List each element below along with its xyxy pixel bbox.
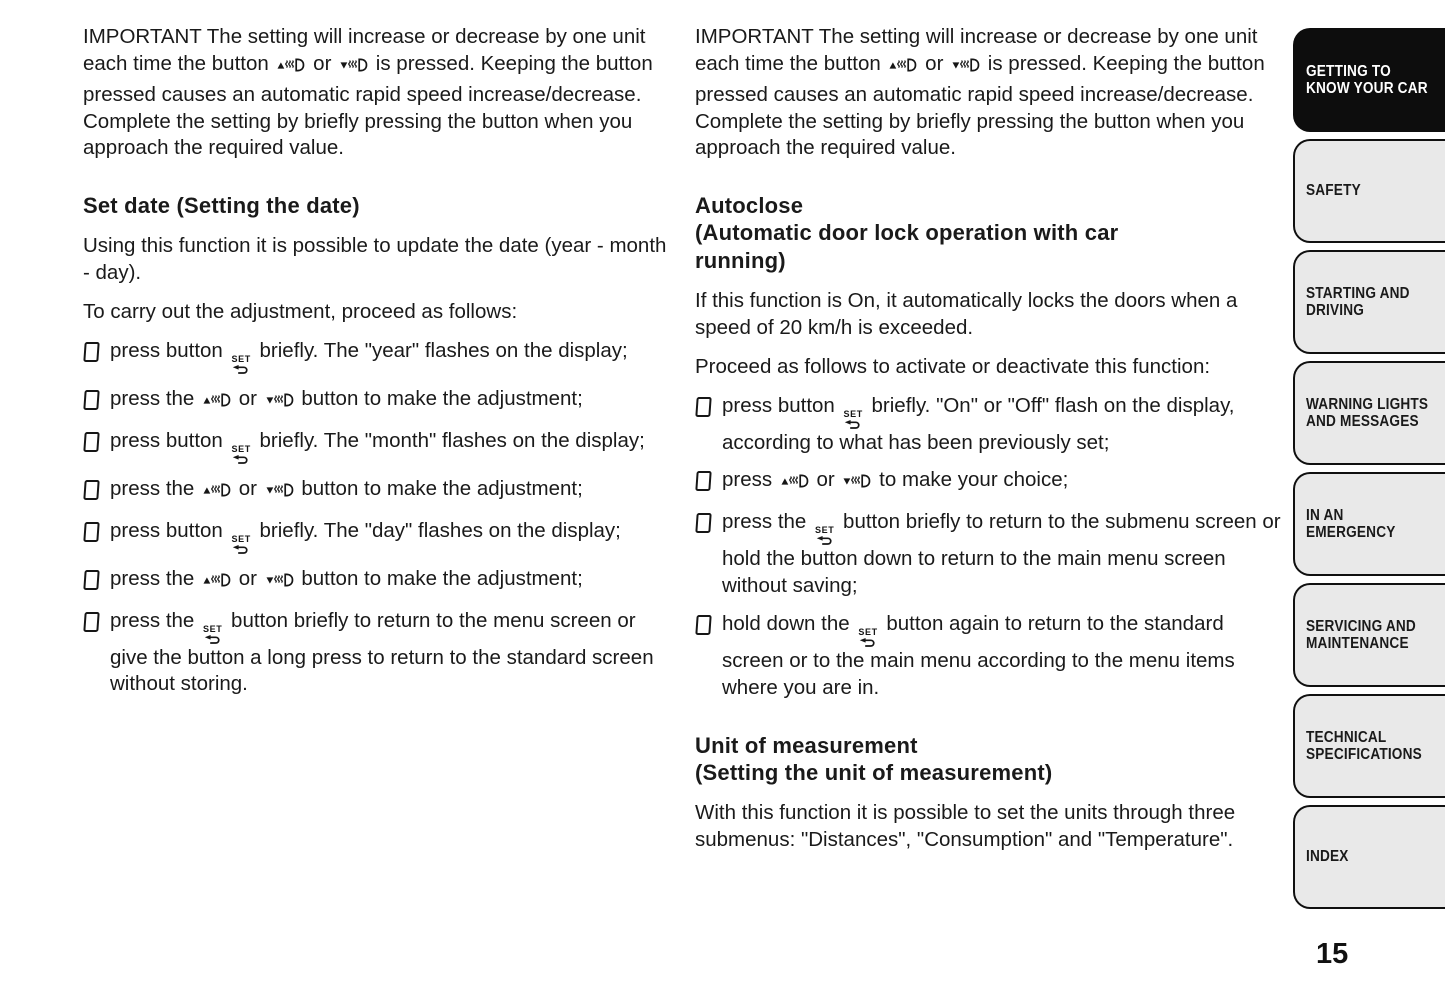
instruction-bullet — [695, 509, 1283, 600]
down-arrow-headlight-icon — [842, 471, 871, 498]
instruction-bullet — [83, 386, 669, 417]
set-button-label: SET — [858, 626, 878, 637]
tab-safety[interactable] — [1293, 139, 1445, 243]
instruction-bullet — [83, 566, 669, 597]
left-column — [83, 24, 669, 709]
set-button-label: SET — [231, 533, 251, 544]
tab-label: GETTING TO KNOW YOUR CAR — [1306, 62, 1428, 97]
paragraph: IMPORTANT The setting will increase or decrease by one unit each time the button or is pressed. Keeping the button pressed causes an automatic rapid speed increase/decrease. Complete the setting by briefly pressing the button when you approach the required value. — [83, 25, 653, 160]
set-button-icon — [232, 355, 251, 375]
square-bullet-icon — [83, 522, 99, 542]
set-button-label: SET — [231, 354, 251, 365]
tab-label: WARNING LIGHTS AND MESSAGES — [1306, 395, 1429, 430]
paragraph: IMPORTANT The setting will increase or decrease by one unit each time the button or is pressed. Keeping the button pressed causes an automatic rapid speed increase/decrease. Complete the setting by briefly pressing the button when you approach the required value. — [695, 25, 1265, 160]
bullet-text: press the or button to make the adjustment; — [110, 566, 669, 597]
paragraph: If this function is On, it automatically locks the doors when a speed of 20 km/h is exceeded. — [695, 289, 1238, 339]
square-bullet-icon — [83, 432, 99, 452]
square-bullet-icon — [83, 342, 99, 362]
bullet-text: press or to make your choice; — [722, 467, 1283, 498]
up-arrow-headlight-icon — [202, 390, 231, 417]
chapter-tab-list — [1293, 28, 1445, 916]
square-bullet-icon — [695, 615, 711, 635]
set-button-icon — [844, 410, 863, 430]
set-button-label: SET — [231, 443, 251, 454]
right-column — [695, 24, 1283, 866]
tab-warning-lights-and-messages[interactable] — [1293, 361, 1445, 465]
tab-label: SERVICING AND MAINTENANCE — [1306, 617, 1416, 652]
tab-index[interactable] — [1293, 805, 1445, 909]
set-button-icon — [815, 526, 834, 546]
tab-technical-specifications[interactable] — [1293, 694, 1445, 798]
paragraph: With this function it is possible to set the units through three submenus: "Distances", "Consumption" and "Temperature". — [695, 801, 1236, 851]
tab-in-an-emergency[interactable] — [1293, 472, 1445, 576]
bullet-text: press button SET briefly. The "day" flashes on the display; — [110, 518, 669, 555]
paragraph: Proceed as follows to activate or deactivate this function: — [695, 354, 1211, 378]
up-arrow-headlight-icon — [888, 55, 917, 82]
page-number: 15 — [1316, 938, 1349, 970]
tab-getting-to-know-your-car[interactable] — [1293, 28, 1445, 132]
tab-starting-and-driving[interactable] — [1293, 250, 1445, 354]
down-arrow-headlight-icon — [265, 390, 294, 417]
square-bullet-icon — [83, 480, 99, 500]
square-bullet-icon — [83, 570, 99, 590]
up-arrow-headlight-icon — [202, 570, 231, 597]
set-button-icon — [203, 625, 222, 645]
bullet-text: press the SET button briefly to return to the menu screen or give the button a long press to return to the standard screen without storing. — [110, 608, 654, 696]
bullet-text: press the SET button briefly to return to the submenu screen or hold the button down to return to the main menu screen without saving; — [722, 510, 1281, 598]
down-arrow-headlight-icon — [951, 55, 980, 82]
square-bullet-icon — [83, 612, 99, 632]
down-arrow-headlight-icon — [265, 570, 294, 597]
down-arrow-headlight-icon — [265, 480, 294, 507]
bullet-text: press the or button to make the adjustment; — [110, 386, 669, 417]
square-bullet-icon — [695, 397, 711, 417]
instruction-bullet — [695, 393, 1283, 457]
down-arrow-headlight-icon — [339, 55, 368, 82]
square-bullet-icon — [83, 390, 99, 410]
instruction-bullet — [83, 476, 669, 507]
instruction-bullet — [83, 518, 669, 555]
square-bullet-icon — [695, 513, 711, 533]
paragraph: Using this function it is possible to update the date (year - month - day). — [83, 234, 667, 285]
set-button-icon — [858, 628, 877, 648]
paragraph: To carry out the adjustment, proceed as follows: — [83, 300, 518, 324]
bullet-text: press button SET briefly. The "month" flashes on the display; — [110, 428, 669, 465]
set-button-label: SET — [815, 525, 835, 536]
tab-servicing-and-maintenance[interactable] — [1293, 583, 1445, 687]
set-button-label: SET — [203, 623, 223, 634]
instruction-bullet — [83, 608, 669, 699]
instruction-bullet — [83, 428, 669, 465]
set-button-label: SET — [843, 408, 863, 419]
section-heading: Autoclose (Automatic door lock operation with car running) — [695, 193, 1119, 273]
bullet-text: press button SET briefly. "On" or "Off" flash on the display, according to what has been previously set; — [722, 393, 1235, 454]
tab-label: STARTING AND DRIVING — [1306, 284, 1410, 319]
instruction-bullet — [695, 467, 1283, 498]
instruction-bullet — [83, 338, 669, 375]
tab-label: IN AN EMERGENCY — [1306, 506, 1396, 541]
up-arrow-headlight-icon — [780, 471, 809, 498]
up-arrow-headlight-icon — [202, 480, 231, 507]
tab-label: SAFETY — [1306, 182, 1361, 200]
set-button-icon — [232, 535, 251, 555]
bullet-text: press the or button to make the adjustment; — [110, 476, 669, 507]
set-button-icon — [232, 445, 251, 465]
section-heading: Set date (Setting the date) — [83, 193, 360, 219]
tab-label: TECHNICAL SPECIFICATIONS — [1306, 728, 1422, 763]
section-heading: Unit of measurement (Setting the unit of measurement) — [695, 732, 1053, 785]
bullet-text: press button SET briefly. The "year" flashes on the display; — [110, 338, 669, 375]
square-bullet-icon — [695, 471, 711, 491]
instruction-bullet — [695, 611, 1283, 702]
bullet-text: hold down the SET button again to return to the standard screen or to the main menu according to the menu items where you are in. — [722, 611, 1235, 699]
up-arrow-headlight-icon — [276, 55, 305, 82]
tab-label: INDEX — [1306, 848, 1349, 866]
